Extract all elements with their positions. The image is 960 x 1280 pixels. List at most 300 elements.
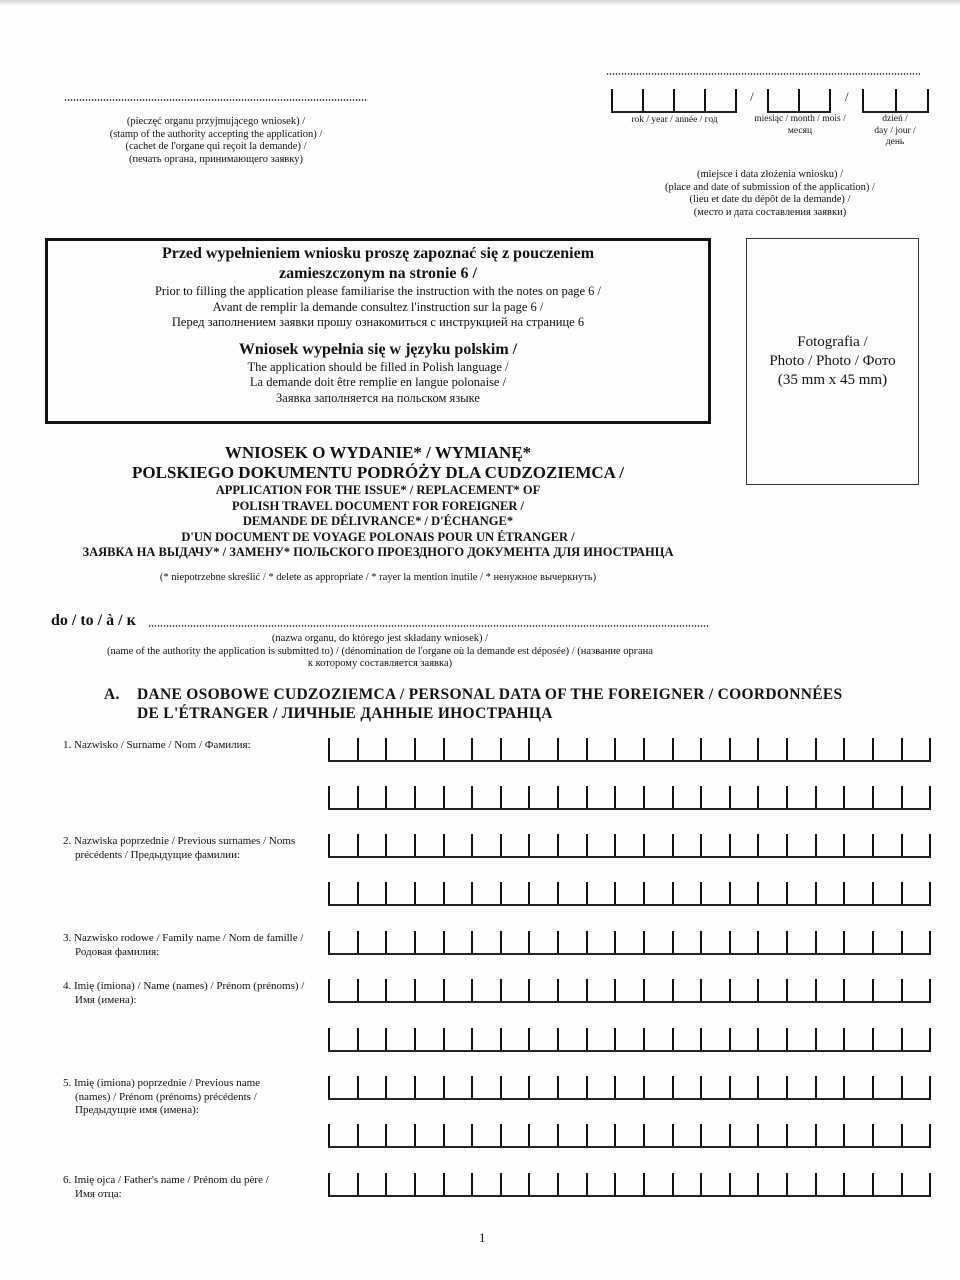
character-cell[interactable] [700,1173,729,1195]
character-cell[interactable] [614,882,643,904]
character-cell[interactable] [872,882,901,904]
character-cell[interactable] [614,979,643,1001]
character-cell[interactable] [700,1028,729,1050]
previous-surnames-input-row-1[interactable] [328,834,931,858]
character-cell[interactable] [586,786,615,808]
month-label-line: месяц [787,125,813,136]
character-cell[interactable] [586,979,615,1001]
character-cell[interactable] [786,834,815,856]
notice-language-en: The application should be filled in Polish language / [247,359,509,374]
character-cell[interactable] [357,882,386,904]
character-cell[interactable] [729,786,758,808]
character-cell[interactable] [557,882,586,904]
field-label-text: Имя (имена): [75,993,137,1006]
character-cell[interactable] [471,1076,500,1098]
character-cell[interactable] [843,1124,872,1146]
title-fr-line1: DEMANDE DE DÉLIVRANCE* / D'ÉCHANGE* [242,514,514,528]
character-cell[interactable] [672,738,701,760]
character-cell[interactable] [729,834,758,856]
photo-caption [769,333,895,390]
character-cell[interactable] [614,1028,643,1050]
field-number: 3. [63,932,72,944]
character-cell[interactable] [815,882,844,904]
character-cell[interactable] [586,1076,615,1098]
character-cell[interactable] [328,738,357,760]
field-label-text: Imię (imiona) / Name (names) / Prénom (prénoms) / [74,980,305,992]
character-cell[interactable] [843,738,872,760]
character-cell[interactable] [328,979,357,1001]
day-label-line: day / jour / [874,125,916,136]
previous-names-input-row-1[interactable] [328,1076,931,1100]
first-names-input-row-1[interactable] [328,979,931,1003]
character-cell[interactable] [586,931,615,953]
character-cell[interactable] [757,1076,786,1098]
character-cell[interactable] [443,979,472,1001]
field-label-text: Имя отца: [75,1187,122,1200]
character-cell[interactable] [643,1028,672,1050]
field-label-text: Nazwiska poprzednie / Previous surnames / Noms [74,835,296,847]
character-cell[interactable] [786,931,815,953]
character-cell[interactable] [757,882,786,904]
character-cell[interactable] [443,882,472,904]
character-cell[interactable] [471,882,500,904]
character-cell[interactable] [614,786,643,808]
character-cell[interactable] [614,1076,643,1098]
character-cell[interactable] [729,1028,758,1050]
character-cell[interactable] [328,1076,357,1098]
character-cell[interactable] [729,1173,758,1195]
character-cell[interactable] [614,834,643,856]
character-cell[interactable] [843,1173,872,1195]
character-cell[interactable] [385,931,414,953]
character-cell[interactable] [557,1124,586,1146]
photo-caption-line: Fotografia / [797,334,868,350]
character-cell[interactable] [815,931,844,953]
character-cell[interactable] [815,1173,844,1195]
character-cell[interactable] [586,1173,615,1195]
character-cell[interactable] [815,1028,844,1050]
family-name-input[interactable] [328,931,931,955]
character-cell[interactable] [872,931,901,953]
character-cell[interactable] [901,738,932,760]
field-label-text: Nazwisko / Surname / Nom / Фамилия: [74,739,251,751]
character-cell[interactable] [557,738,586,760]
photo-caption-line: Photo / Photo / Фото [769,353,896,369]
character-cell[interactable] [872,786,901,808]
surname-input-row-1[interactable] [328,738,931,762]
character-cell[interactable] [385,786,414,808]
year-label: rok / year / année / год [631,115,718,125]
character-cell[interactable] [357,1173,386,1195]
character-cell[interactable] [385,1028,414,1050]
character-cell[interactable] [471,786,500,808]
stamp-caption-ru: (печать органа, принимающего заявку) [129,153,303,165]
character-cell[interactable] [385,834,414,856]
character-cell[interactable] [500,931,529,953]
character-cell[interactable] [500,979,529,1001]
place-caption-ru: (место и дата составления заявки) [693,206,847,218]
character-cell[interactable] [672,1173,701,1195]
character-cell[interactable] [643,979,672,1001]
character-cell[interactable] [872,1124,901,1146]
character-cell[interactable] [471,1124,500,1146]
character-cell[interactable] [328,882,357,904]
character-cell[interactable] [528,882,557,904]
character-cell[interactable] [843,882,872,904]
surname-input-row-2[interactable] [328,786,931,810]
character-cell[interactable] [500,882,529,904]
character-cell[interactable] [643,931,672,953]
character-cell[interactable] [672,882,701,904]
character-cell[interactable] [786,979,815,1001]
character-cell[interactable] [700,1076,729,1098]
character-cell[interactable] [901,1028,932,1050]
character-cell[interactable] [643,834,672,856]
section-a-title-line2: DE L'ÉTRANGER / ЛИЧНЫЕ ДАННЫЕ ИНОСТРАНЦА [137,705,553,722]
character-cell[interactable] [901,882,932,904]
character-cell[interactable] [729,1076,758,1098]
character-cell[interactable] [528,786,557,808]
month-label-line: miesiąc / month / mois / [754,114,846,124]
character-cell[interactable] [843,1028,872,1050]
field-number: 1. [63,739,72,751]
character-cell[interactable] [500,1173,529,1195]
character-cell[interactable] [471,979,500,1001]
character-cell[interactable] [500,1124,529,1146]
character-cell[interactable] [786,1124,815,1146]
notice-line-en: Prior to filling the application please familiarise the instruction with the notes on page 6 / [154,284,602,298]
field-label-text: Imię (imiona) poprzednie / Previous name [74,1077,261,1089]
field-label-text: Предыдущие имя (имена): [75,1104,199,1116]
character-cell[interactable] [872,738,901,760]
character-cell[interactable] [786,786,815,808]
field-number: 6. [63,1174,72,1186]
stamp-caption-pl: (pieczęć organu przyjmującego wniosek) / [126,116,306,127]
viewer-top-shadow [0,0,960,6]
character-cell[interactable] [528,1028,557,1050]
character-cell[interactable] [328,931,357,953]
character-cell[interactable] [700,834,729,856]
character-cell[interactable] [643,786,672,808]
character-cell[interactable] [557,931,586,953]
character-cell[interactable] [729,931,758,953]
character-cell[interactable] [500,1076,529,1098]
notice-language-ru: Заявка заполняется на польском языке [276,390,480,405]
character-cell[interactable] [815,979,844,1001]
character-cell[interactable] [528,834,557,856]
character-cell[interactable] [357,786,386,808]
field-first-names-label [63,980,323,1007]
character-cell[interactable] [414,882,443,904]
character-cell[interactable] [843,1076,872,1098]
date-month-field[interactable] [767,89,831,113]
character-cell[interactable] [872,834,901,856]
character-cell[interactable] [328,1173,357,1195]
character-cell[interactable] [500,1028,529,1050]
addressee-caption-en-fr-ru: (name of the authority the application is submitted to) / (dénomination de l'organe où la demande est déposée) / (название органа [107,645,653,657]
character-cell[interactable] [443,1028,472,1050]
place-caption-pl: (miejsce i data złożenia wniosku) / [696,169,844,180]
character-cell[interactable] [385,738,414,760]
title-footnote: (* niepotrzebne skreślić / * delete as appropriate / * rayer la mention inutile / * ненужное вычеркнуть) [159,571,597,583]
character-cell[interactable] [614,738,643,760]
previous-names-input-row-2[interactable] [328,1124,931,1148]
section-a-marker: A. [104,686,120,703]
character-cell[interactable] [700,786,729,808]
field-label-text: Родовая фамилия: [75,945,160,958]
character-cell[interactable] [414,1076,443,1098]
date-year-field[interactable] [611,89,737,113]
character-cell[interactable] [528,1076,557,1098]
character-cell[interactable] [328,1028,357,1050]
character-cell[interactable] [700,882,729,904]
field-number: 4. [63,980,72,992]
character-cell[interactable] [528,738,557,760]
character-cell[interactable] [901,931,932,953]
character-cell[interactable] [557,1076,586,1098]
character-cell[interactable] [414,1173,443,1195]
character-cell[interactable] [586,882,615,904]
character-cell[interactable] [528,1124,557,1146]
character-cell[interactable] [901,786,932,808]
character-cell[interactable] [757,931,786,953]
character-cell[interactable] [357,1076,386,1098]
month-label [748,114,852,137]
character-cell[interactable] [500,738,529,760]
field-label-text: précédents / Предыдущие фамилии: [75,848,241,861]
previous-surnames-input-row-2[interactable] [328,882,931,906]
character-cell[interactable] [672,979,701,1001]
character-cell[interactable] [614,1124,643,1146]
day-label-line: dzień / [882,114,908,124]
stamp-caption-en: (stamp of the authority accepting the application) / [109,128,323,140]
character-cell[interactable] [586,834,615,856]
character-cell[interactable] [786,1076,815,1098]
field-label-text: (names) / Prénom (prénoms) précédents / [75,1090,257,1103]
character-cell[interactable] [471,1173,500,1195]
section-a-title [137,685,917,723]
character-cell[interactable] [901,1076,932,1098]
character-cell[interactable] [843,834,872,856]
character-cell[interactable] [729,979,758,1001]
character-cell[interactable] [443,1173,472,1195]
character-cell[interactable] [729,1124,758,1146]
character-cell[interactable] [586,738,615,760]
character-cell[interactable] [385,882,414,904]
character-cell[interactable] [557,786,586,808]
character-cell[interactable] [643,1173,672,1195]
character-cell[interactable] [672,1124,701,1146]
character-cell[interactable] [786,882,815,904]
title-en-line1: APPLICATION FOR THE ISSUE* / REPLACEMENT* OF [215,483,541,497]
character-cell[interactable] [757,834,786,856]
character-cell[interactable] [471,931,500,953]
character-cell[interactable] [385,1124,414,1146]
character-cell[interactable] [872,1173,901,1195]
character-cell[interactable] [357,738,386,760]
character-cell[interactable] [586,1028,615,1050]
place-caption-fr: (lieu et date du dépôt de la demande) / [689,194,851,205]
character-cell[interactable] [872,1076,901,1098]
notice-language-heading: Wniosek wypełnia się w języku polskim / [238,340,518,358]
character-cell[interactable] [443,1076,472,1098]
field-surname-label [63,739,323,753]
character-cell[interactable] [586,1124,615,1146]
title-en-line2: POLISH TRAVEL DOCUMENT FOR FOREIGNER / [231,498,525,513]
notice-heading-pl: Przed wypełnieniem wniosku proszę zapoznać się z pouczeniem [161,245,595,262]
section-a-title-line1: DANE OSOBOWE CUDZOZIEMCA / PERSONAL DATA OF THE FOREIGNER / COORDONNÉES [137,686,843,703]
stamp-caption [64,116,368,166]
field-label-text: Imię ojca / Father's name / Prénom du père / [74,1174,269,1186]
character-cell[interactable] [328,786,357,808]
character-cell[interactable] [528,931,557,953]
addressee-caption [40,633,720,671]
addressee-caption-pl: (nazwa organu, do którego jest składany wniosek) / [271,633,489,644]
character-cell[interactable] [414,1124,443,1146]
character-cell[interactable] [471,1028,500,1050]
character-cell[interactable] [815,1124,844,1146]
character-cell[interactable] [357,1028,386,1050]
field-family-name-label [63,932,323,959]
date-separator: / [845,89,849,104]
character-cell[interactable] [815,786,844,808]
character-cell[interactable] [357,1124,386,1146]
character-cell[interactable] [672,1028,701,1050]
character-cell[interactable] [757,786,786,808]
character-cell[interactable] [328,834,357,856]
character-cell[interactable] [443,834,472,856]
title-ru: ЗАЯВКА НА ВЫДАЧУ* / ЗАМЕНУ* ПОЛЬСКОГО ПРОЕЗДНОГО ДОКУМЕНТА ДЛЯ ИНОСТРАНЦА [82,545,674,559]
character-cell[interactable] [557,834,586,856]
notice-language-fr: La demande doit être remplie en langue polonaise / [249,375,507,389]
character-cell[interactable] [557,1173,586,1195]
character-cell[interactable] [414,979,443,1001]
character-cell[interactable] [557,979,586,1001]
character-cell[interactable] [872,979,901,1001]
character-cell[interactable] [786,738,815,760]
character-cell[interactable] [643,1124,672,1146]
photo-caption-line: (35 mm x 45 mm) [777,372,888,388]
character-cell[interactable] [901,1173,932,1195]
character-cell[interactable] [672,1076,701,1098]
place-caption-en: (place and date of submission of the application) / [665,181,875,193]
character-cell[interactable] [357,834,386,856]
first-names-input-row-2[interactable] [328,1028,931,1052]
character-cell[interactable] [414,786,443,808]
field-fathers-name-label [63,1174,323,1201]
character-cell[interactable] [901,979,932,1001]
character-cell[interactable] [500,834,529,856]
field-number: 2. [63,835,72,847]
title-fr-line2: D'UN DOCUMENT DE VOYAGE POLONAIS POUR UN ÉTRANGER / [181,529,575,544]
character-cell[interactable] [843,931,872,953]
character-cell[interactable] [700,931,729,953]
character-cell[interactable] [443,931,472,953]
place-dotted-line[interactable] [606,73,920,75]
field-previous-names-label [63,1077,323,1118]
character-cell[interactable] [414,738,443,760]
character-cell[interactable] [357,931,386,953]
character-cell[interactable] [729,882,758,904]
character-cell[interactable] [815,1076,844,1098]
character-cell[interactable] [786,1028,815,1050]
character-cell[interactable] [528,1173,557,1195]
notice-line-fr: Avant de remplir la demande consultez l'instruction sur la page 6 / [212,299,544,314]
character-cell[interactable] [872,1028,901,1050]
character-cell[interactable] [443,738,472,760]
character-cell[interactable] [643,1076,672,1098]
title-pl-line2: POLSKIEGO DOKUMENTU PODRÓŻY DLA CUDZOZIEMCA / [132,463,624,482]
character-cell[interactable] [700,979,729,1001]
character-cell[interactable] [443,786,472,808]
character-cell[interactable] [414,834,443,856]
addressee-label: do / to / à / к [51,612,136,629]
character-cell[interactable] [815,738,844,760]
stamp-dotted-line[interactable] [64,99,368,101]
character-cell[interactable] [557,1028,586,1050]
character-cell[interactable] [328,1124,357,1146]
notice-line-ru: Перед заполнением заявки прошу ознакомиться с инструкцией на странице 6 [171,315,585,329]
character-cell[interactable] [643,882,672,904]
character-cell[interactable] [614,1173,643,1195]
character-cell[interactable] [357,979,386,1001]
field-previous-surnames-label [63,835,323,862]
character-cell[interactable] [729,738,758,760]
character-cell[interactable] [385,1076,414,1098]
character-cell[interactable] [672,786,701,808]
character-cell[interactable] [414,931,443,953]
character-cell[interactable] [815,834,844,856]
character-cell[interactable] [786,1173,815,1195]
character-cell[interactable] [443,1124,472,1146]
character-cell[interactable] [672,834,701,856]
addressee-caption-ru-cont: к которому составляется заявка) [307,658,453,669]
character-cell[interactable] [414,1028,443,1050]
stamp-caption-fr: (cachet de l'organe qui reçoit la demande) / [125,141,307,152]
character-cell[interactable] [757,1028,786,1050]
character-cell[interactable] [672,931,701,953]
character-cell[interactable] [471,834,500,856]
page-number: 1 [479,1230,486,1245]
character-cell[interactable] [700,738,729,760]
character-cell[interactable] [757,738,786,760]
character-cell[interactable] [901,834,932,856]
character-cell[interactable] [901,1124,932,1146]
character-cell[interactable] [843,979,872,1001]
instructions-notice-box [45,238,711,424]
character-cell[interactable] [385,1173,414,1195]
date-day-field[interactable] [862,89,929,113]
character-cell[interactable] [614,931,643,953]
field-number: 5. [63,1077,72,1089]
character-cell[interactable] [500,786,529,808]
character-cell[interactable] [757,1124,786,1146]
character-cell[interactable] [757,979,786,1001]
character-cell[interactable] [700,1124,729,1146]
character-cell[interactable] [385,979,414,1001]
character-cell[interactable] [757,1173,786,1195]
photo-placeholder[interactable] [746,238,919,485]
character-cell[interactable] [643,738,672,760]
addressee-dotted-line[interactable] [148,625,710,627]
title-pl-line1: WNIOSEK O WYDANIE* / WYMIANĘ* [224,443,532,462]
character-cell[interactable] [843,786,872,808]
date-separator: / [750,89,754,104]
character-cell[interactable] [471,738,500,760]
fathers-name-input[interactable] [328,1173,931,1197]
character-cell[interactable] [528,979,557,1001]
field-label-text: Nazwisko rodowe / Family name / Nom de famille / [74,932,304,944]
